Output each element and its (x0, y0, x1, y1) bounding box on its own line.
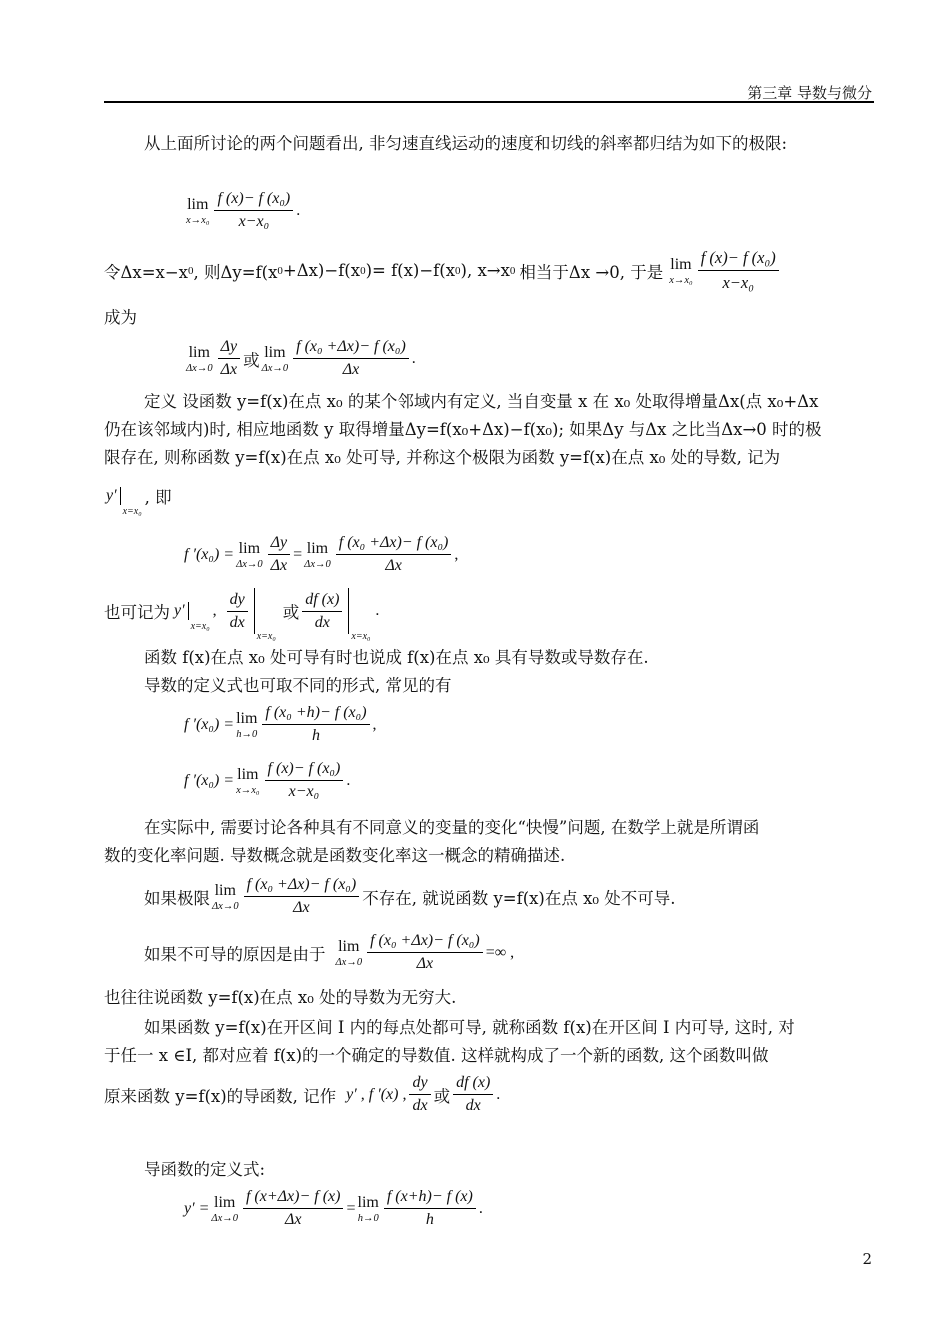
paragraph-becomes: 成为 (104, 308, 137, 327)
alternative-notation: 也可记为 y′ x=x₀ , dy dx x=x₀ 或 df (x) dx x=x₀ . (104, 588, 379, 634)
header-rule (104, 101, 874, 103)
definition-line-2: 仍在该邻域内)时, 相应地函数 y 取得增量Δy=f(x₀+Δx)−f(x₀); 如果Δy 与Δx 之比当Δx→0 时的极 (104, 420, 822, 439)
paragraph-open-interval-1: 如果函数 y=f(x)在开区间 I 内的每点处都可导, 就称函数 f(x)在开区间 I 内可导, 这时, 对 (144, 1018, 795, 1037)
equation-limit-1: lim x→x₀ f (x)− f (x₀) x−x₀ . (186, 190, 301, 230)
equation-form-h: f ′(x₀) = lim h→0 f (x₀ +h)− f (x₀) h , (184, 704, 377, 744)
paragraph-infinite: 如果不可导的原因是由于 lim Δx→0 $\frac{\text{f (x₀ +Δx)− f (x₀)}}{\Delta x}$ =∞ , (144, 932, 515, 972)
paragraph-infinite-2: 也往往说函数 y=f(x)在点 x₀ 处的导数为无穷大. (104, 988, 457, 1007)
paragraph-not-differentiable: 如果极限 lim Δx→0 f (x₀ +Δx)− f (x₀) Δx 不存在, 就说函数 y=f(x)在点 x₀ 处不可导. (144, 876, 676, 916)
paragraph-rate-1: 在实际中, 需要讨论各种具有不同意义的变量的变化“快慢”问题, 在数学上就是所谓函 (144, 818, 760, 837)
definition-line-1: 定义 设函数 y=f(x)在点 x₀ 的某个邻域内有定义, 当自变量 x 在 x₀ 处取得增量Δx(点 x₀+Δx (144, 392, 819, 411)
equation-derivative-function: y′ = lim Δx→0 $\frac{f (x+\Delta x)- f (x)}{\Delta x}$ = lim h→0 f (x+h)− f (x) h . (184, 1188, 483, 1228)
paragraph-derivative-def: 导函数的定义式: (144, 1160, 266, 1179)
paragraph-differentiable: 函数 f(x)在点 x₀ 处可导有时也说成 f(x)在点 x₀ 具有导数或导数存在. (144, 648, 649, 667)
definition-line-3: 限存在, 则称函数 y=f(x)在点 x₀ 处可导, 并称这个极限为函数 y=f(x)在点 x₀ 处的导数, 记为 (104, 448, 781, 467)
definition-notation: y′ x=x₀ , 即 (106, 487, 172, 517)
page-number: 2 (862, 1250, 872, 1268)
paragraph-let-dx: 令Δx=x−x 0 , 则Δy=f(x 0 +Δx)−f(x 0 )= f(x)−f(x 0 ), x→x 0 相当于Δx →0, 于是 lim x→x₀ f (x)− f (x₀) x−x₀ (104, 248, 782, 293)
paragraph-open-interval-2: 于任一 x ∈I, 都对应着 f(x)的一个确定的导数值. 这样就构成了一个新的函数, 这个函数叫做 (104, 1046, 769, 1065)
running-header: 第三章 导数与微分 (747, 84, 872, 102)
paragraph-open-interval-3: 原来函数 y=f(x)的导函数, 记作 y′ , f ′(x) , dy dx 或 df (x) dx . (104, 1074, 501, 1114)
paragraph-forms: 导数的定义式也可取不同的形式, 常见的有 (144, 676, 452, 695)
equation-derivative-def: f ′(x₀) = lim Δx→0 $\frac{\Delta y}{\Delta x}$ = lim Δx→0 f (x₀ +Δx)− f (x₀) Δx , (184, 534, 459, 574)
equation-limit-2: lim Δx→0 Δy Δx 或 lim Δx→0 f (x₀ +Δx)− f (x₀) Δx . (186, 338, 416, 378)
equation-form-x: f ′(x₀) = lim x→x₀ f (x)− f (x₀) x−x₀ . (184, 760, 351, 800)
paragraph-rate-2: 数的变化率问题. 导数概念就是函数变化率这一概念的精确描述. (104, 846, 566, 865)
paragraph-intro: 从上面所讨论的两个问题看出, 非匀速直线运动的速度和切线的斜率都归结为如下的极限: (144, 134, 788, 153)
